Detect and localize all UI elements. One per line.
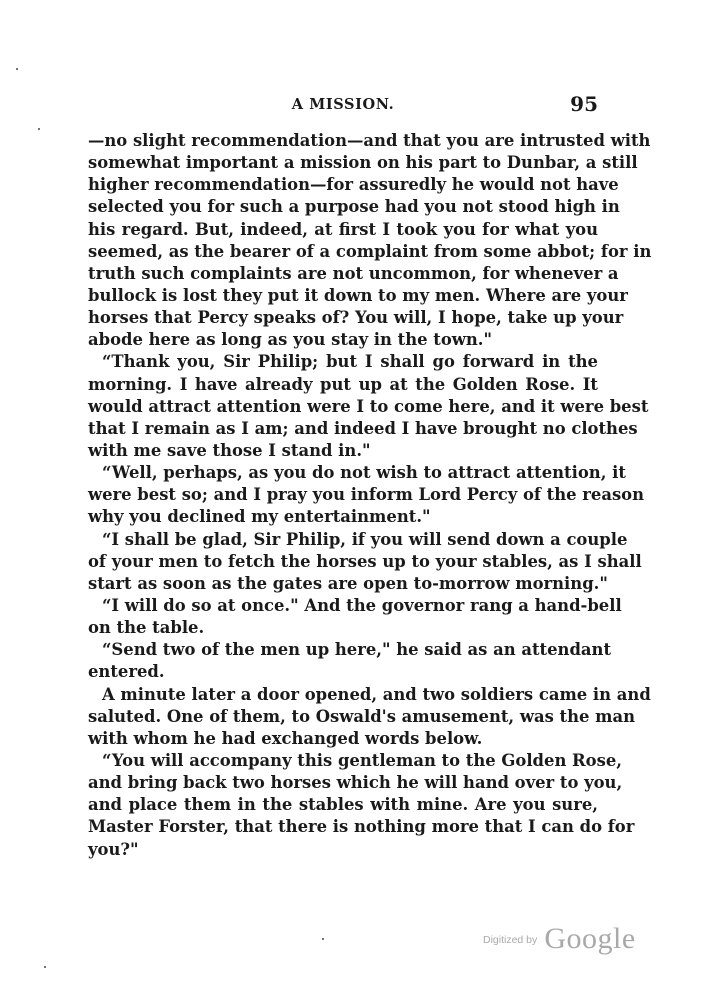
text-line: seemed, as the bearer of a complaint from some abbot; for in [88, 241, 652, 261]
text-line: and bring back two horses which he will hand over to you, [88, 773, 623, 793]
text-line: his regard. But, indeed, at first I took you for what you [88, 219, 598, 239]
scan-speck [322, 938, 324, 940]
running-head [88, 92, 598, 118]
google-logo: Google [544, 922, 636, 955]
text-line: entered. [88, 662, 165, 682]
text-line: somewhat important a mission on his part to Dunbar, a still [88, 153, 638, 173]
text-line: higher recommendation—for assuredly he would not have [88, 175, 619, 195]
text-line: and place them in the stables with mine. Are you sure, [88, 795, 598, 815]
scan-speck [44, 966, 46, 968]
text-line: bullock is lost they put it down to my men. Where are your [88, 285, 628, 305]
running-title: A MISSION. [291, 96, 395, 113]
text-line: “I will do so at once." And the governor rang a hand-bell [102, 595, 622, 615]
scan-speck [16, 68, 18, 70]
text-line: —no slight recommendation—and that you are intrusted with [88, 131, 651, 150]
text-line: would attract attention were I to come here, and it were best [88, 396, 649, 416]
text-line: with whom he had exchanged words below. [88, 728, 483, 748]
text-line: with me save those I stand in." [88, 440, 371, 460]
text-line: morning. I have already put up at the Golden Rose. It [88, 374, 598, 394]
text-line: you?" [88, 839, 139, 859]
text-line: saluted. One of them, to Oswald's amusement, was the man [88, 706, 636, 726]
text-line: abode here as long as you stay in the town." [88, 330, 493, 350]
text-line: start as soon as the gates are open to-morrow morning." [88, 573, 608, 593]
scan-speck [38, 128, 40, 130]
text-line: “Send two of the men up here," he said as an attendant [102, 640, 612, 660]
text-line: were best so; and I pray you inform Lord Percy of the reason [88, 485, 645, 505]
text-line: “I shall be glad, Sir Philip, if you will send down a couple [102, 529, 628, 549]
text-line: “Well, perhaps, as you do not wish to attract attention, it [102, 463, 626, 483]
watermark-prefix: Digitized by [483, 934, 538, 946]
text-line: truth such complaints are not uncommon, for whenever a [88, 263, 619, 283]
page-number: 95 [570, 92, 598, 116]
text-line: that I remain as I am; and indeed I have brought no clothes [88, 418, 638, 438]
text-line: selected you for such a purpose had you not stood high in [88, 197, 620, 217]
digitized-watermark [483, 922, 636, 962]
text-line: “You will accompany this gentleman to the Golden Rose, [102, 750, 622, 770]
text-line: why you declined my entertainment." [88, 507, 431, 527]
page-text [88, 130, 652, 861]
text-line: horses that Percy speaks of? You will, I hope, take up your [88, 308, 624, 328]
text-line: on the table. [88, 618, 205, 638]
text-line: A minute later a door opened, and two soldiers came in and [102, 684, 651, 704]
text-line: of your men to fetch the horses up to your stables, as I shall [88, 551, 642, 571]
text-line: Master Forster, that there is nothing more that I can do for [88, 817, 635, 837]
text-line: “Thank you, Sir Philip; but I shall go forward in the [102, 352, 598, 372]
